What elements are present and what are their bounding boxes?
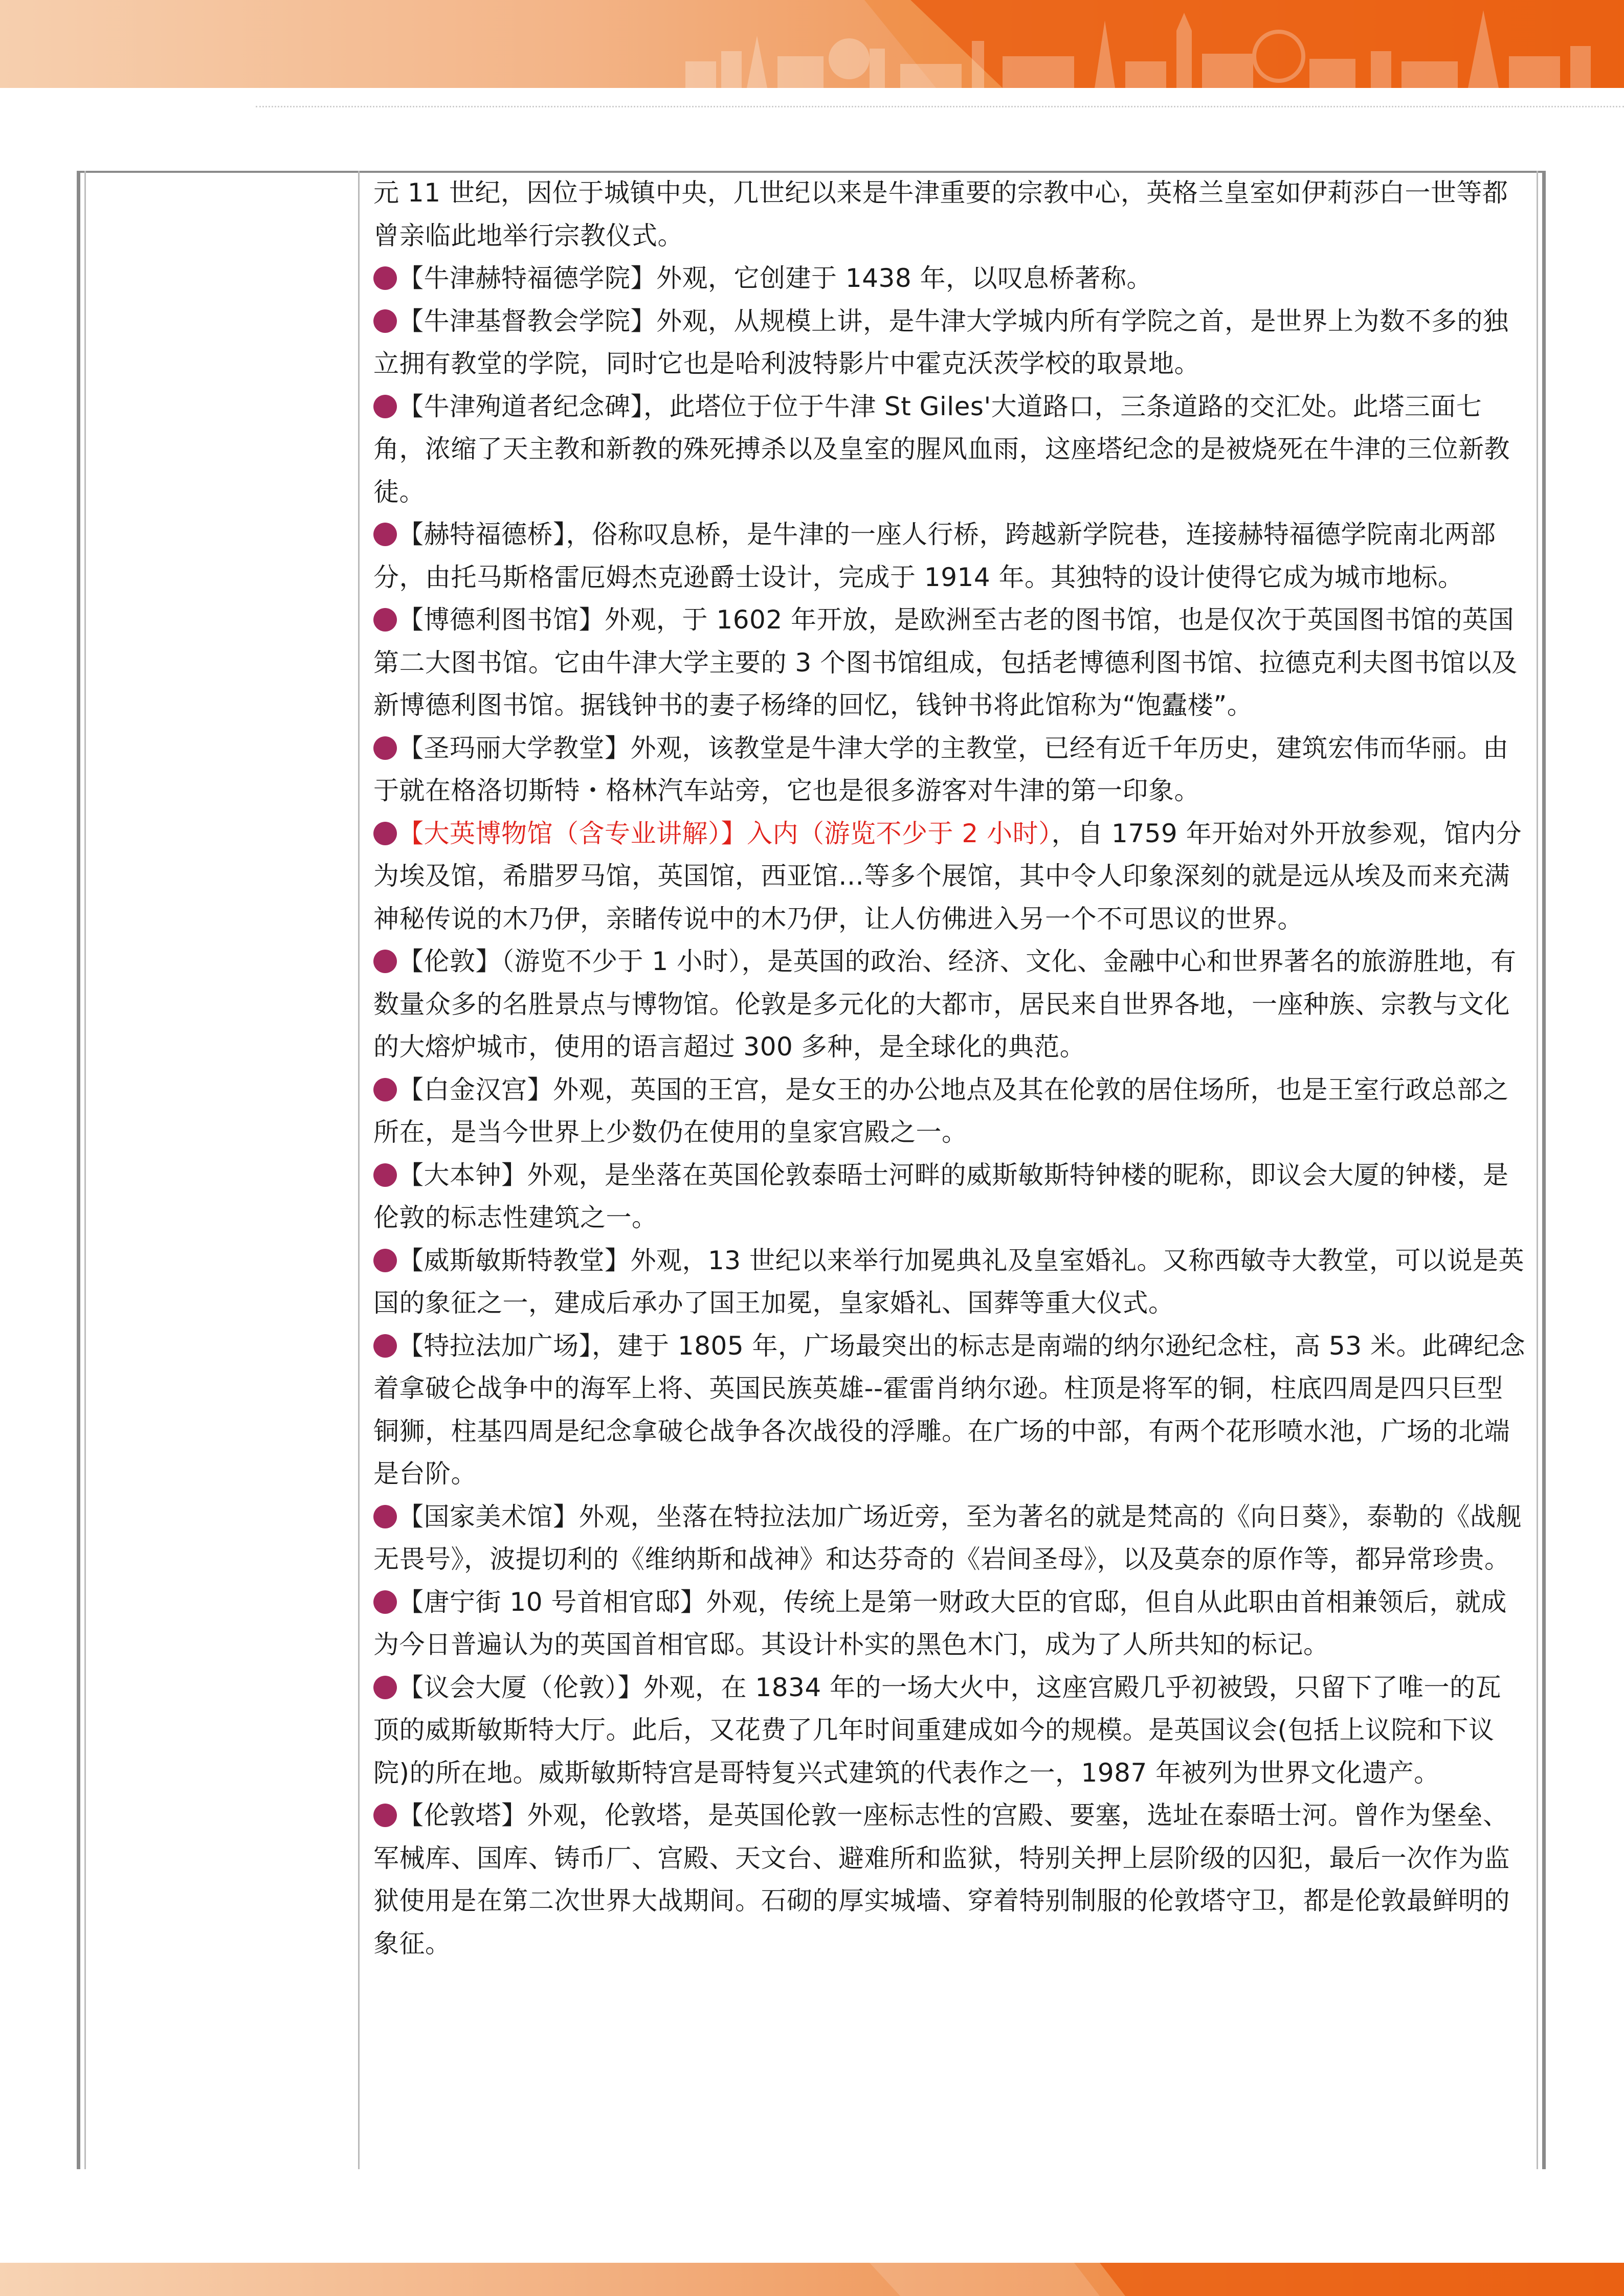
list-item: [373, 940, 1527, 1069]
list-item: [373, 1240, 1527, 1325]
bullet-icon: [373, 1249, 397, 1272]
bullet-icon: [373, 523, 397, 546]
bullet-icon: [373, 1505, 397, 1528]
list-item: [373, 813, 1527, 941]
list-item: [373, 727, 1527, 813]
item-text: 【牛津殉道者纪念碑】，此塔位于位于牛津 St Giles'大道路口，三条道路的交汇处。此塔三面七角，浓缩了天主教和新教的殊死搏杀以及皇室的腥风血雨，这座塔纪念的是被烧死在牛津的三位新教徒。: [373, 391, 1510, 507]
table-column-divider: [358, 171, 360, 2169]
list-item: [373, 1069, 1527, 1154]
list-item: [373, 300, 1527, 386]
header-banner: [0, 0, 1624, 88]
item-text: 【牛津基督教会学院】外观，从规模上讲，是牛津大学城内所有学院之首，是世界上为数不多的独立拥有教堂的学院，同时它也是哈利波特影片中霍克沃茨学校的取景地。: [373, 306, 1509, 378]
bullet-icon: [373, 1163, 397, 1187]
bullet-icon: [373, 1590, 397, 1614]
item-text: 【特拉法加广场】，建于 1805 年，广场最突出的标志是南端的纳尔逊纪念柱，高 53 米。此碑纪念着拿破仑战争中的海军上将、英国民族英雄--霍雷肖纳尔逊。柱顶是将军的铜，柱底四周是四只巨型铜狮，柱基四周是纪念拿破仑战争各次战役的浮雕。在广场的中部，有两个花形喷水池，广场的北端是台阶。: [373, 1331, 1525, 1489]
list-item: [373, 1667, 1527, 1795]
item-text: ，自 1759 年开始对外开放参观，馆内分为埃及馆，希腊罗马馆，英国馆，西亚馆…等多个展馆，其中令人印象深刻的就是远从埃及而来充满神秘传说的木乃伊，亲睹传说中的木乃伊，让人仿佛进入另一个不可思议的世界。: [373, 818, 1522, 934]
list-item: [373, 1496, 1527, 1581]
item-text: 【大本钟】外观，是坐落在英国伦敦泰晤士河畔的威斯敏斯特钟楼的昵称，即议会大厦的钟楼，是伦敦的标志性建筑之一。: [373, 1160, 1509, 1232]
bullet-icon: [373, 395, 397, 418]
bullet-icon: [373, 950, 397, 973]
footer-decoration: [0, 2263, 1624, 2296]
bullet-icon: [373, 309, 397, 333]
item-text: 【议会大厦（伦敦）】外观，在 1834 年的一场大火中，这座宫殿几乎初被毁，只留下了唯一的瓦顶的威斯敏斯特大厅。此后，又花费了几年时间重建成如今的规模。是英国议会(包括上议院和下议院)的所在地。威斯敏斯特宫是哥特复兴式建筑的代表作之一，1987 年被列为世界文化遗产。: [373, 1672, 1502, 1788]
list-item: [373, 599, 1527, 727]
bullet-icon: [373, 1804, 397, 1827]
bullet-icon: [373, 608, 397, 632]
itinerary-content: [373, 172, 1527, 1965]
bullet-icon: [373, 266, 397, 290]
list-item: [373, 513, 1527, 599]
list-item: [373, 386, 1527, 514]
list-item: [373, 257, 1527, 300]
list-item: [373, 1794, 1527, 1965]
item-text: 【威斯敏斯特教堂】外观，13 世纪以来举行加冕典礼及皇室婚礼。又称西敏寺大教堂，可以说是英国的象征之一，建成后承办了国王加冕，皇家婚礼、国葬等重大仪式。: [373, 1245, 1525, 1318]
list-item: [373, 1154, 1527, 1240]
bullet-icon: [373, 1334, 397, 1358]
item-text: 【伦敦】（游览不少于 1 小时），是英国的政治、经济、文化、金融中心和世界著名的旅游胜地，有数量众多的名胜景点与博物馆。伦敦是多元化的大都市，居民来自世界各地，一座种族、宗教与文化的大熔炉城市，使用的语言超过 300 多种，是全球化的典范。: [373, 947, 1517, 1062]
bullet-icon: [373, 1078, 397, 1101]
item-text: 【唐宁街 10 号首相官邸】外观，传统上是第一财政大臣的官邸，但自从此职由首相兼领后，就成为今日普遍认为的英国首相官邸。其设计朴实的黑色木门，成为了人所共知的标记。: [373, 1587, 1507, 1659]
item-text: 【圣玛丽大学教堂】外观，该教堂是牛津大学的主教堂，已经有近千年历史，建筑宏伟而华丽。由于就在格洛切斯特・格林汽车站旁，它也是很多游客对牛津的第一印象。: [373, 733, 1509, 805]
bullet-icon: [373, 736, 397, 760]
item-text: 【赫特福德桥】，俗称叹息桥，是牛津的一座人行桥，跨越新学院巷，连接赫特福德学院南北两部分，由托马斯格雷厄姆杰克逊爵士设计，完成于 1914 年。其独特的设计使得它成为城市地标。: [373, 520, 1496, 592]
item-text: 【国家美术馆】外观，坐落在特拉法加广场近旁，至为著名的就是梵高的《向日葵》，泰勒的《战舰无畏号》，波提切利的《维纳斯和战神》和达芬奇的《岩间圣母》，以及莫奈的原作等，都异常珍贵。: [373, 1501, 1522, 1574]
bullet-icon: [373, 822, 397, 845]
intro-paragraph: 元 11 世纪，因位于城镇中央，几世纪以来是牛津重要的宗教中心，英格兰皇室如伊莉莎白一世等都曾亲临此地举行宗教仪式。: [373, 178, 1508, 251]
bullet-icon: [373, 1676, 397, 1699]
skyline-decoration: [0, 0, 1624, 88]
item-highlight: 【大英博物馆（含专业讲解）】入内（游览不少于 2 小时）: [398, 818, 1052, 848]
footer-band: [0, 2263, 1624, 2296]
item-text: 【牛津赫特福德学院】外观，它创建于 1438 年，以叹息桥著称。: [398, 263, 1153, 293]
list-item: [373, 1581, 1527, 1667]
item-text: 【伦敦塔】外观，伦敦塔，是英国伦敦一座标志性的宫殿、要塞，选址在泰晤士河。曾作为堡垒、军械库、国库、铸币厂、宫殿、天文台、避难所和监狱，特别关押上层阶级的囚犯，最后一次作为监狱使用是在第二次世界大战期间。石砌的厚实城墙、穿着特别制服的伦敦塔守卫，都是伦敦最鲜明的象征。: [373, 1800, 1510, 1959]
header-dotted-rule: [256, 106, 1624, 107]
item-text: 【白金汉宫】外观，英国的王宫，是女王的办公地点及其在伦敦的居住场所，也是王室行政总部之所在，是当今世界上少数仍在使用的皇家宫殿之一。: [373, 1074, 1509, 1147]
item-text: 【博德利图书馆】外观，于 1602 年开放，是欧洲至古老的图书馆，也是仅次于英国图书馆的英国第二大图书馆。它由牛津大学主要的 3 个图书馆组成，包括老博德利图书馆、拉德克利夫图书馆以及新博德利图书馆。据钱钟书的妻子杨绛的回忆，钱钟书将此馆称为“饱蠹楼”。: [373, 605, 1518, 720]
list-item: [373, 1325, 1527, 1496]
